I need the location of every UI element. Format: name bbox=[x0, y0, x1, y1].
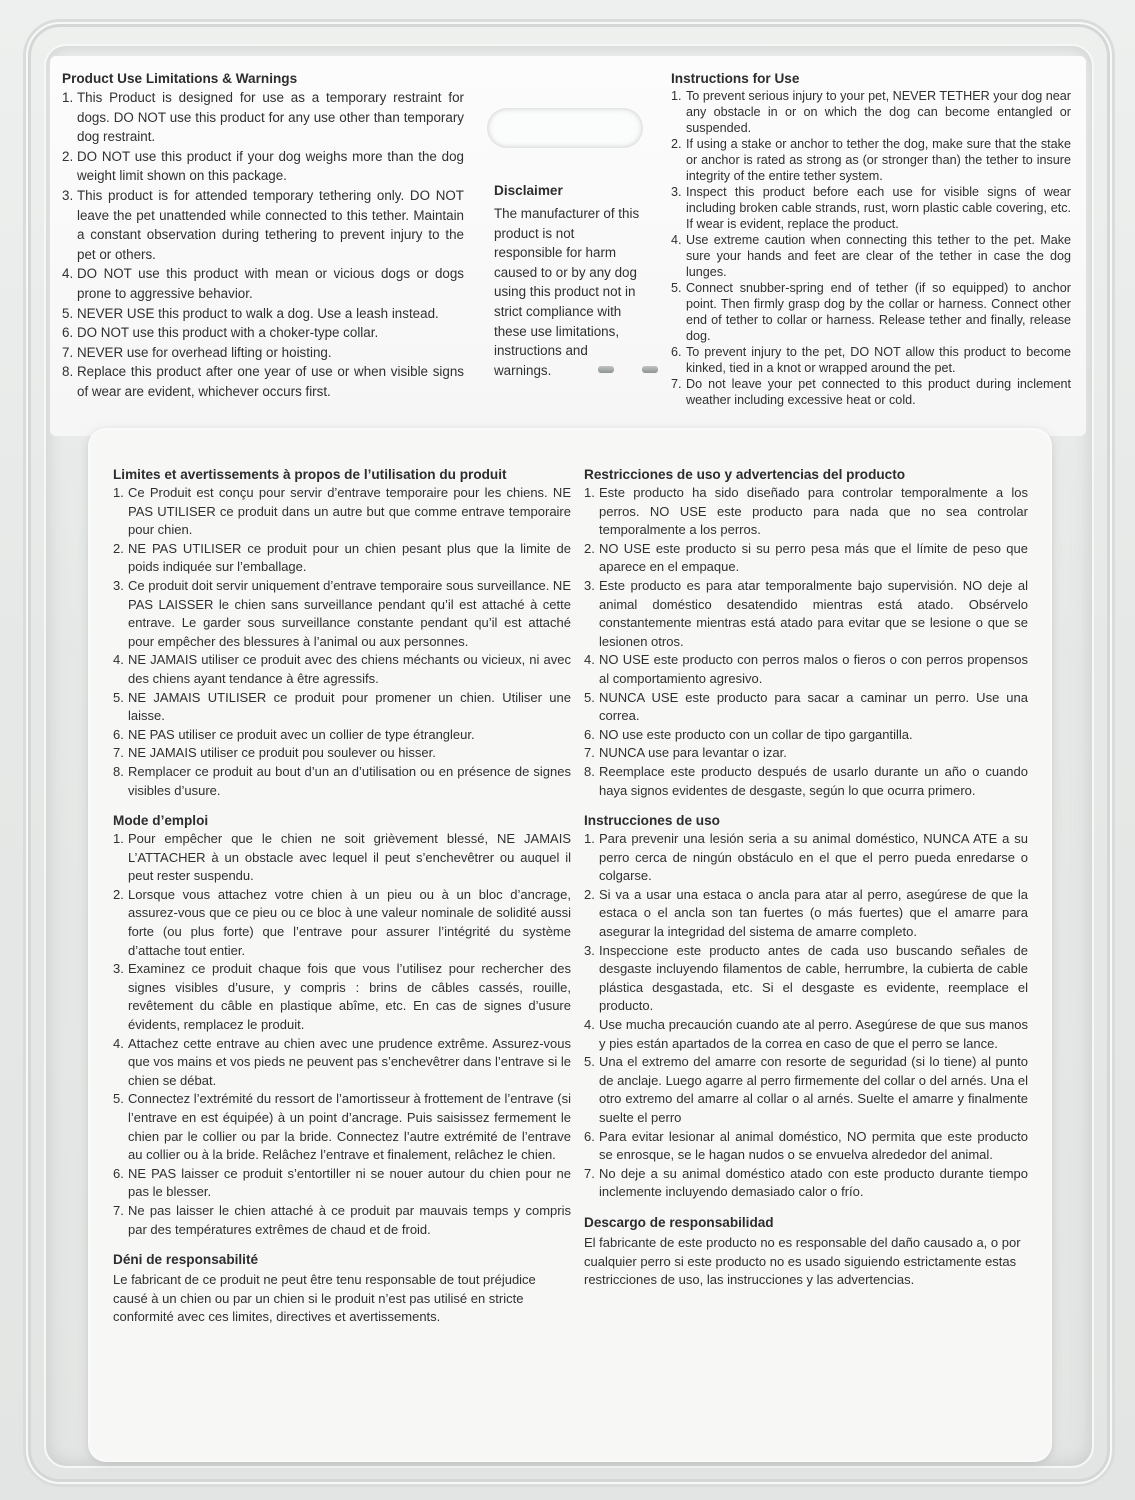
list-item bbox=[584, 1128, 1028, 1165]
list-item bbox=[113, 763, 571, 800]
list-item-text: To prevent serious injury to your pet, NEVER TETHER your dog near any obstacle in or on which the dog can become entangled or suspended. bbox=[686, 89, 1071, 135]
list-item bbox=[671, 376, 1071, 408]
list-item-number: 2. bbox=[62, 148, 74, 164]
list-item-number: 5. bbox=[584, 689, 595, 705]
fr-disclaimer-text: Le fabricant de ce produit ne peut être tenu responsable de tout préjudice causé à un chien ou par un chien si le produit n’est pas utilisé en stricte conformité avec ces limites, directives et avertissements. bbox=[113, 1272, 536, 1325]
list-item bbox=[671, 184, 1071, 232]
list-item bbox=[62, 304, 464, 324]
list-item-text: Connectez l’extrémité du ressort de l’amortisseur à frottement de l’entrave (si l’entrave en est équipée) à un point d’ancrage. Puis saisissez fermement le chien par le collier ou par la bride. Connectez l’autre extrémité de l’entrave au collier ou à la bride. Relâchez l’entrave et finalement, relâchez le chien. bbox=[128, 1091, 571, 1163]
fr-warnings-list bbox=[113, 484, 571, 800]
list-item bbox=[113, 744, 571, 763]
list-item bbox=[113, 484, 571, 540]
list-item-text: Lorsque vous attachez votre chien à un pieu ou à un bloc d’ancrage, assurez-vous que ce pieu ou ce bloc à une valeur nominale de solidité aussi forte (ou plus forte) que l’entrave pour assurer l’intégrité du système d’attache tout entier. bbox=[128, 886, 571, 958]
list-item bbox=[584, 651, 1028, 688]
list-item bbox=[671, 232, 1071, 280]
list-item bbox=[584, 886, 1028, 942]
list-item-text: NEVER USE this product to walk a dog. Use a leash instead. bbox=[77, 305, 439, 321]
list-item bbox=[113, 1090, 571, 1164]
en-warnings-title: Product Use Limitations & Warnings bbox=[62, 71, 298, 86]
fr-column bbox=[113, 466, 571, 1327]
list-item-number: 3. bbox=[113, 961, 124, 977]
list-item bbox=[671, 88, 1071, 136]
list-item-text: NE JAMAIS utiliser ce produit avec des chiens méchants ou vicieux, ni avec des chiens ayant tendance à être agressifs. bbox=[128, 652, 571, 686]
es-column bbox=[584, 466, 1028, 1290]
list-item bbox=[62, 362, 464, 401]
list-item-text: Do not leave your pet connected to this product during inclement weather including excessive heat or cold. bbox=[686, 377, 1071, 407]
list-item bbox=[62, 264, 464, 303]
list-item-number: 7. bbox=[113, 1202, 124, 1218]
es-warnings-list bbox=[584, 484, 1028, 800]
list-item-number: 2. bbox=[113, 540, 124, 556]
list-item-text: To prevent injury to the pet, DO NOT allow this product to become kinked, tied in a knot or wrapped around the pet. bbox=[686, 345, 1071, 375]
list-item bbox=[113, 1035, 571, 1091]
list-item bbox=[584, 577, 1028, 651]
list-item-text: DO NOT use this product with a choker-type collar. bbox=[77, 325, 379, 341]
en-instructions-list bbox=[671, 88, 1071, 408]
es-disclaimer-title: Descargo de responsabilidad bbox=[584, 1214, 774, 1230]
list-item bbox=[113, 1165, 571, 1202]
list-item-text: Reemplace este producto después de usarlo durante un año o cuando haya signos evidentes de desgaste, según lo que ocurra primero. bbox=[599, 763, 1028, 798]
list-item-text: Use mucha precaución cuando ate al perro. Asegúrese de que sus manos y pies están apartados de la correa en caso de que el perro se lance. bbox=[599, 1017, 1028, 1051]
list-item-text: This product is for attended temporary tethering only. DO NOT leave the pet unattended while connected to this tether. Maintain a constant observation during tethering to prevent injury to the pet or others. bbox=[77, 187, 464, 262]
fr-instructions-list bbox=[113, 830, 571, 1239]
list-item-number: 7. bbox=[671, 377, 682, 391]
list-item-number: 8. bbox=[584, 763, 595, 779]
list-item-number: 5. bbox=[584, 1054, 595, 1070]
list-item bbox=[113, 726, 571, 745]
list-item-number: 6. bbox=[113, 726, 124, 742]
es-disclaimer-text: El fabricante de este producto no es responsable del daño causado a, o por cualquier perro si este producto no es usado siguiendo estrictamente estas restricciones de uso, las instrucciones y las advertencias. bbox=[584, 1234, 1021, 1288]
list-item-text: Remplacer ce produit au bout d’un an d’utilisation ou en présence de signes visibles d’usure. bbox=[128, 763, 571, 798]
en-warnings-section bbox=[62, 70, 464, 402]
list-item bbox=[62, 147, 464, 186]
list-item-text: Si va a usar una estaca o ancla para atar al perro, asegúrese de que la estaca o el ancla son tan fuertes (o más fuertes) que el amarre para asegurar la integridad del sistema de amarre completo. bbox=[599, 886, 1028, 940]
list-item bbox=[113, 577, 571, 651]
list-item-number: 3. bbox=[584, 577, 595, 593]
list-item-text: Use extreme caution when connecting this tether to the pet. Make sure your hands and feet are clear of the tether in case the dog lunges. bbox=[686, 233, 1071, 279]
list-item bbox=[671, 344, 1071, 376]
list-item-number: 3. bbox=[113, 577, 124, 593]
en-instructions-section bbox=[671, 70, 1071, 408]
list-item-number: 6. bbox=[584, 1128, 595, 1144]
list-item-text: DO NOT use this product with mean or vicious dogs or dogs prone to aggressive behavior. bbox=[77, 266, 464, 301]
list-item bbox=[113, 540, 571, 577]
en-disclaimer-title: Disclaimer bbox=[494, 183, 563, 198]
list-item-number: 1. bbox=[584, 831, 595, 847]
list-item-number: 7. bbox=[113, 745, 124, 761]
list-item-text: Ne pas laisser le chien attaché à ce produit par mauvais temps y compris par des températures extrêmes de chaud et de froid. bbox=[128, 1202, 571, 1237]
list-item-text: Pour empêcher que le chien ne soit grièvement blessé, NE JAMAIS L’ATTACHER à un obstacle avec lequel il peut s’enchevêtrer ou auquel il peut rester suspendu. bbox=[128, 831, 571, 884]
list-item-number: 8. bbox=[62, 364, 74, 380]
list-item-number: 2. bbox=[113, 886, 124, 902]
list-item-text: Replace this product after one year of use or when visible signs of wear are evident, whichever occurs first. bbox=[77, 364, 464, 399]
list-item-text: NE PAS UTILISER ce produit pour un chien pesant plus que la limite de poids indiquée sur l’emballage. bbox=[128, 540, 571, 575]
list-item-text: Una el extremo del amarre con resorte de seguridad (si lo tiene) al punto de anclaje. Luego agarre al perro firmemente del collar o del arnés. Una el otro extremo del amarre al collar o al arnés. Suelte el amarre y finalmente suelte el perro bbox=[599, 1054, 1028, 1125]
list-item-number: 5. bbox=[62, 305, 74, 321]
list-item-text: Este producto ha sido diseñado para controlar temporalmente a los perros. NO USE este producto para nada que no sea controlar temporalmente a los perros. bbox=[599, 485, 1028, 538]
list-item-text: NE JAMAIS utiliser ce produit pou soulever ou hisser. bbox=[128, 745, 436, 761]
list-item-number: 1. bbox=[113, 831, 124, 847]
list-item-text: NUNCA USE este producto para sacar a caminar un perro. Use una correa. bbox=[599, 689, 1028, 724]
list-item-number: 3. bbox=[62, 187, 74, 203]
list-item-number: 2. bbox=[584, 886, 595, 902]
list-item-number: 4. bbox=[584, 1017, 595, 1033]
list-item bbox=[584, 1053, 1028, 1127]
list-item-number: 2. bbox=[671, 137, 682, 151]
es-instructions-list bbox=[584, 830, 1028, 1202]
list-item-number: 5. bbox=[113, 689, 124, 705]
en-warnings-list bbox=[62, 88, 464, 402]
list-item bbox=[584, 1165, 1028, 1202]
list-item-number: 5. bbox=[671, 281, 682, 295]
list-item bbox=[584, 726, 1028, 745]
list-item-number: 8. bbox=[113, 763, 124, 779]
list-item bbox=[671, 280, 1071, 344]
list-item-number: 4. bbox=[113, 652, 124, 668]
en-disclaimer-text: The manufacturer of this product is not responsible for harm caused to or by any dog using this product not in strict compliance with these use limitations, instructions and warnings. bbox=[494, 206, 640, 378]
list-item-number: 7. bbox=[584, 745, 595, 761]
list-item-text: Para evitar lesionar al animal doméstico, NO permita que este producto se enrosque, se le hagan nudos o se envuelva alrededor del animal. bbox=[599, 1128, 1028, 1163]
list-item-number: 3. bbox=[671, 185, 682, 199]
list-item bbox=[113, 886, 571, 960]
list-item-text: Connect snubber-spring end of tether (if so equipped) to anchor point. Then firmly grasp dog by the collar or harness. Connect other end of tether to collar or harness. Release tether and finally, release dog. bbox=[686, 281, 1071, 343]
list-item bbox=[113, 830, 571, 886]
list-item bbox=[113, 689, 571, 726]
list-item-text: This Product is designed for use as a temporary restraint for dogs. DO NOT use this product for any use other than temporary dog restraint. bbox=[77, 90, 464, 145]
list-item-text: Ce produit doit servir uniquement d’entrave temporaire sous surveillance. NE PAS LAISSER le chien sans surveillance pendant qu’il est attaché à cette entrave. Le garder sous surveillance constante pendant qu’il est attaché pour empêcher des blessures à l’animal ou aux personnes. bbox=[128, 577, 571, 649]
list-item-number: 5. bbox=[113, 1091, 124, 1107]
list-item bbox=[584, 540, 1028, 577]
list-item bbox=[113, 1202, 571, 1239]
list-item-number: 2. bbox=[584, 540, 595, 556]
list-item bbox=[113, 651, 571, 688]
fr-disclaimer-title: Déni de responsabilité bbox=[113, 1252, 259, 1268]
list-item bbox=[584, 484, 1028, 540]
list-item-text: Este producto es para atar temporalmente bajo supervisión. NO deje al animal doméstico desatendido mientras está atado. Obsérvelo constantemente mientras está atado para evitar que se lesione o que se lesionen otros. bbox=[599, 577, 1028, 649]
en-instructions-title: Instructions for Use bbox=[671, 71, 800, 86]
es-instructions-title: Instrucciones de uso bbox=[584, 813, 720, 829]
list-item-text: Attachez cette entrave au chien avec une prudence extrême. Assurez-vous que vos mains et vos pieds ne peuvent pas s’enchevêtrer dans l’entrave si le chien se débat. bbox=[128, 1035, 571, 1088]
list-item-text: NE PAS utiliser ce produit avec un collier de type étrangleur. bbox=[128, 726, 475, 742]
en-disclaimer-section bbox=[494, 182, 644, 380]
list-item bbox=[671, 136, 1071, 184]
list-item-number: 6. bbox=[671, 345, 682, 359]
list-item-number: 4. bbox=[113, 1035, 124, 1051]
list-item-number: 4. bbox=[584, 652, 595, 668]
list-item-number: 1. bbox=[671, 89, 682, 103]
list-item-number: 4. bbox=[671, 233, 682, 247]
list-item-text: DO NOT use this product if your dog weighs more than the dog weight limit shown on this package. bbox=[77, 148, 464, 184]
list-item-number: 1. bbox=[584, 485, 595, 500]
list-item bbox=[584, 830, 1028, 886]
list-item-text: Para prevenir una lesión seria a su animal doméstico, NUNCA ATE a su perro cerca de ningún obstáculo en el que el perro pueda enredarse o colgarse. bbox=[599, 831, 1028, 884]
list-item bbox=[584, 1016, 1028, 1053]
list-item bbox=[584, 744, 1028, 763]
list-item-number: 1. bbox=[113, 485, 124, 500]
list-item-text: NE JAMAIS UTILISER ce produit pour promener un chien. Utiliser une laisse. bbox=[128, 689, 571, 724]
list-item-text: No deje a su animal doméstico atado con este producto durante tiempo inclemente incluyendo demasiado calor o frío. bbox=[599, 1165, 1028, 1200]
list-item bbox=[584, 763, 1028, 800]
list-item-number: 7. bbox=[584, 1165, 595, 1181]
list-item-text: NE PAS laisser ce produit s’entortiller ni se nouer autour du chien pour ne pas le blesser. bbox=[128, 1165, 571, 1200]
cable-clip bbox=[642, 366, 658, 373]
list-item-text: Ce Produit est conçu pour servir d’entrave temporaire pour les chiens. NE PAS UTILISER ce produit dans un autre but que comme entrave temporaire pour chien. bbox=[128, 485, 571, 538]
list-item-number: 1. bbox=[62, 90, 74, 105]
list-item-text: NUNCA use para levantar o izar. bbox=[599, 745, 787, 761]
list-item-number: 6. bbox=[584, 726, 595, 742]
list-item-text: NO USE este producto si su perro pesa más que el límite de peso que aparece en el empaque. bbox=[599, 540, 1028, 575]
list-item-text: NEVER use for overhead lifting or hoisting. bbox=[77, 344, 332, 360]
list-item bbox=[62, 323, 464, 343]
list-item bbox=[62, 88, 464, 147]
es-warnings-title: Restricciones de uso y advertencias del producto bbox=[584, 467, 906, 482]
list-item-text: NO use este producto con un collar de tipo gargantilla. bbox=[599, 726, 913, 742]
list-item bbox=[62, 186, 464, 264]
list-item-number: 6. bbox=[62, 325, 74, 341]
fr-warnings-title: Limites et avertissements à propos de l’utilisation du produit bbox=[113, 467, 507, 482]
fr-instructions-title: Mode d’emploi bbox=[113, 813, 209, 829]
list-item bbox=[113, 960, 571, 1034]
list-item-number: 3. bbox=[584, 942, 595, 958]
list-item-text: Examinez ce produit chaque fois que vous l’utilisez pour rechercher des signes visibles d’usure, y compris : brins de câbles cassés, rouille, revêtement du câble en plastique abîme, etc. En cas de signes d’usure évidents, remplacez le produit. bbox=[128, 961, 571, 1033]
list-item-text: Inspect this product before each use for visible signs of wear including broken cable strands, rust, worn plastic cable covering, etc. If wear is evident, replace the product. bbox=[686, 185, 1071, 231]
hang-slot bbox=[487, 108, 643, 148]
list-item-number: 7. bbox=[62, 344, 74, 360]
list-item-text: NO USE este producto con perros malos o fieros o con perros propensos al comportamiento agresivo. bbox=[599, 652, 1028, 686]
list-item-text: If using a stake or anchor to tether the dog, make sure that the stake or anchor is rated as strong as (or stronger than) the tether to insure integrity of the entire tether system. bbox=[686, 137, 1071, 183]
list-item bbox=[62, 343, 464, 363]
list-item-text: Inspeccione este producto antes de cada uso buscando señales de desgaste incluyendo filamentos de cable, herrumbre, la cubierta de cable plástica desgastada, etc. Si el desgaste es evidente, reemplace el producto. bbox=[599, 942, 1028, 1014]
list-item bbox=[584, 689, 1028, 726]
list-item bbox=[584, 942, 1028, 1016]
list-item-number: 4. bbox=[62, 266, 74, 282]
list-item-number: 6. bbox=[113, 1165, 124, 1181]
